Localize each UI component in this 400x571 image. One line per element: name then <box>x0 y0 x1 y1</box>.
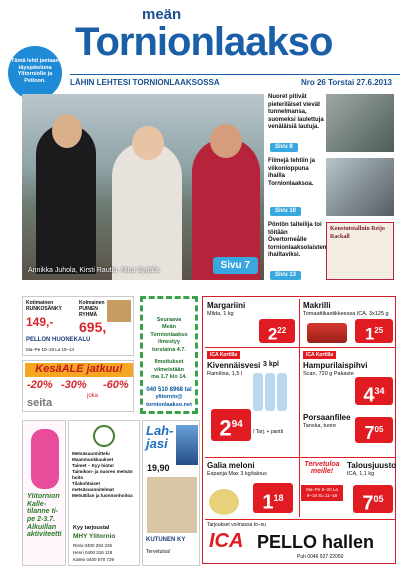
product-desc: Ramlösa, 1,5 l <box>207 371 243 377</box>
divider <box>205 457 395 458</box>
mhy-contact-risto: Risto 0400 294 226 <box>73 543 113 548</box>
teaser-page-ref[interactable]: Sivu 10 <box>270 207 301 217</box>
masthead-mean: meän <box>142 6 182 23</box>
product-desc: ICA, 1,1 kg <box>347 471 375 477</box>
ad-brand: KUTUNEN KY <box>146 537 186 543</box>
hero-page-ref[interactable]: Sivu 7 <box>213 257 258 274</box>
ad-item1: Kotimainen RUNKOSÄNKY <box>26 300 62 312</box>
promo-email[interactable]: ylitornio@ <box>155 394 183 401</box>
person-middle <box>112 142 182 280</box>
ad-mhy <box>68 420 140 566</box>
product-porsaan <box>303 413 363 430</box>
masthead-title: Tornionlaakso <box>75 20 333 64</box>
price-galia <box>253 483 293 513</box>
product-name: Talousjuusto <box>347 461 397 470</box>
price-cents: 25 <box>374 326 384 335</box>
bullet: Metsätilan ja luonnonhoitoa <box>72 492 133 498</box>
ad-price2: 695, <box>79 319 107 335</box>
price-main: 1 <box>262 491 274 514</box>
promo-line: ilmestyy <box>157 339 180 346</box>
gift-photo <box>176 425 198 465</box>
hero-photo <box>22 94 264 280</box>
price-main: 4 <box>363 384 375 407</box>
product-makrilli <box>303 301 393 318</box>
price-margariini <box>259 319 295 343</box>
bullet: Tilakohtaiset metsäsuunnitelmat <box>72 480 114 492</box>
teaser-photo <box>326 94 394 152</box>
bullet: Metsäsuunnittelu <box>72 451 110 456</box>
store-phone: Puh 0046 927 22050 <box>297 554 344 560</box>
teaser-text: Nuoret pitivät pieteriläiset vievät tunnelmansa, suomeksi laulettuja venäläisiä lauluja. <box>268 94 324 130</box>
product-name: Porsaanfilee <box>303 413 351 422</box>
ad-joka: joka <box>87 393 99 399</box>
distribution-badge: Tämä lehti jaetaan täysjakeluna Ylitorniolle ja Pelloon. <box>8 46 62 100</box>
seita-logo: seita <box>27 397 53 409</box>
qty-label: 3 kpl <box>263 361 279 368</box>
teaser-text: Pöntön taiteilija toi töitään Övertorneålle tornionlaaksolaisten ihailtaviksi. <box>268 222 327 258</box>
product-name: Margariini <box>207 301 246 310</box>
product-talous <box>347 461 395 478</box>
product-desc: Tanska, tuore <box>303 423 337 429</box>
ad-text: Ylitornion Kalle-tilanne ti-pe 2-3.7. Alkuillan aktiviteetti <box>27 493 62 539</box>
promo-phone: 040 510 8968 tai <box>146 387 192 394</box>
price-note: / Tarj. + pantti <box>253 429 284 435</box>
ad-pct2: -30% <box>61 379 87 391</box>
ica-logo: ICA <box>209 530 244 552</box>
ica-card-badge: ICA Kortilla <box>207 351 240 359</box>
price-main: 7 <box>362 492 374 515</box>
ad-price1: 149,- <box>26 315 54 329</box>
bullet: Maanmuokkaukset <box>72 456 114 462</box>
ad-note: Tervetuloa! <box>146 549 171 555</box>
product-desc: Espanja Max 3 kg/talous <box>207 471 267 477</box>
issue-info: Nro 26 Torstai 27.6.2013 <box>300 78 392 87</box>
price-cents: 05 <box>374 425 384 434</box>
promo-line: Meän <box>161 324 177 331</box>
price-cents: 22 <box>277 326 287 335</box>
ad-kalle <box>22 420 66 566</box>
mhy-logo <box>93 425 115 447</box>
product-name: Hampurilaispihvi <box>303 361 368 370</box>
price-hampurilais <box>355 377 393 405</box>
product-name: Kivennäisvesi <box>207 361 261 370</box>
product-name: Galia meloni <box>207 461 255 470</box>
product-photo <box>147 477 197 533</box>
divider <box>205 347 395 348</box>
horse-illustration <box>31 429 59 489</box>
product-galia <box>207 461 267 478</box>
teaser-page-ref[interactable]: Sivu 13 <box>270 271 301 281</box>
bottle <box>277 373 287 411</box>
store-name: PELLO hallen <box>257 532 375 552</box>
valid-text: Tarjoukset voimassa to–su <box>207 522 266 528</box>
next-issue-promo <box>140 296 198 414</box>
promo-line: Tornionlaakso <box>150 331 188 338</box>
ica-footer <box>205 519 395 563</box>
bullet: Taimikon- ja nuoren metsän hoito <box>72 468 133 480</box>
mhy-contact-henri: Henri 0400 216 118 <box>73 550 113 555</box>
teaser-2[interactable] <box>268 158 396 220</box>
price-cents: 94 <box>231 419 243 430</box>
teaser-text: Filmejä tehtiin ja viikonloppuna ihailla Tornionlaaksoa. <box>268 158 316 187</box>
promo-line: torstaina 4.7. <box>152 346 186 353</box>
hero-caption: Annikka Juhola, Kirsti Rautio, Nina Syrjälä. <box>28 267 161 274</box>
head-middle <box>132 126 164 160</box>
price-main: 7 <box>364 423 375 443</box>
head-right <box>210 124 242 158</box>
divider <box>299 299 300 517</box>
mhy-contact-kalevi: Kalevi 0400 570 729 <box>73 557 115 562</box>
teaser-photo <box>326 158 394 216</box>
mhy-bullets <box>72 451 138 499</box>
store-hours: Ma–Pe 9–20 La 9–18 Su 11–18 <box>301 485 343 501</box>
ad-item2: Kolmainen PUINEN RYHMÄ <box>79 300 105 318</box>
promo-line: Seuraava <box>156 317 182 323</box>
ad-pct1: -20% <box>27 379 53 391</box>
promo-email-domain[interactable]: tornionlaakso.net <box>146 401 192 408</box>
ad-kutunen <box>142 420 200 566</box>
ad-pct3: -60% <box>103 379 129 391</box>
price-makrilli <box>355 319 393 343</box>
bottle <box>253 373 263 411</box>
ad-seita <box>22 360 134 412</box>
ad-headline: KesäALE jatkuu! <box>25 363 133 377</box>
teaser-page-ref[interactable]: Sivu 8 <box>270 143 298 153</box>
ica-card-badge: ICA Kortilla <box>303 351 336 359</box>
teaser-exhibition-sign: Konstutstallnin Reijo Rackall <box>326 222 394 280</box>
promo-line: ma 1.7 klo 14. <box>151 373 187 380</box>
teaser-1[interactable] <box>268 94 396 156</box>
mhy-name: MHY Ylitornio <box>73 533 116 540</box>
price-kivennais <box>211 409 251 441</box>
welcome-text: Tervetuloa meille! <box>304 461 340 475</box>
head-left <box>52 114 82 148</box>
price-porsaan <box>355 417 393 443</box>
masthead-subtitle <box>70 74 400 87</box>
price-cents: 05 <box>373 494 384 504</box>
product-desc: Tomaattikastikkeessa ICA, 3x125 g <box>303 311 389 317</box>
ad-pellon-huonekalu <box>22 296 134 356</box>
ad-jasi: jasi <box>146 436 168 451</box>
product-hampurilais <box>303 361 393 378</box>
makrilli-cans <box>307 323 347 343</box>
bullet: Taimet – Kyy hinta! <box>72 462 114 468</box>
price-cents: 18 <box>273 493 284 503</box>
price-main: 2 <box>219 415 232 441</box>
price-talous <box>353 485 393 513</box>
ica-pello-ad <box>202 296 396 564</box>
bottle <box>265 373 275 411</box>
product-margariini <box>207 301 267 318</box>
subtitle-text: LÄHIN LEHTESI TORNIONLAAKSOSSA <box>70 78 220 87</box>
promo-line: Ilmoitukset <box>154 359 184 366</box>
product-name: Makrilli <box>303 301 331 310</box>
melon-photo <box>209 489 239 515</box>
ad-price: 19,90 <box>147 463 170 473</box>
ad-store: PELLON HUONEKALU <box>26 337 91 343</box>
price-cents: 34 <box>374 386 385 396</box>
table-photo <box>107 300 131 322</box>
price-main: 1 <box>364 324 375 344</box>
ad-lah: Lah- <box>146 423 174 438</box>
price-main: 2 <box>267 324 278 344</box>
ad-hours: Ma–Pe 10–18 La 10–14 <box>26 347 75 352</box>
product-desc: Milda, 1 kg <box>207 311 234 317</box>
promo-line: viimeistään <box>154 366 184 373</box>
product-desc: Scan, 720 g Pakaste <box>303 371 354 377</box>
mhy-slogan: Kyy tarjoustal <box>73 525 110 531</box>
teaser-3[interactable] <box>268 222 396 284</box>
